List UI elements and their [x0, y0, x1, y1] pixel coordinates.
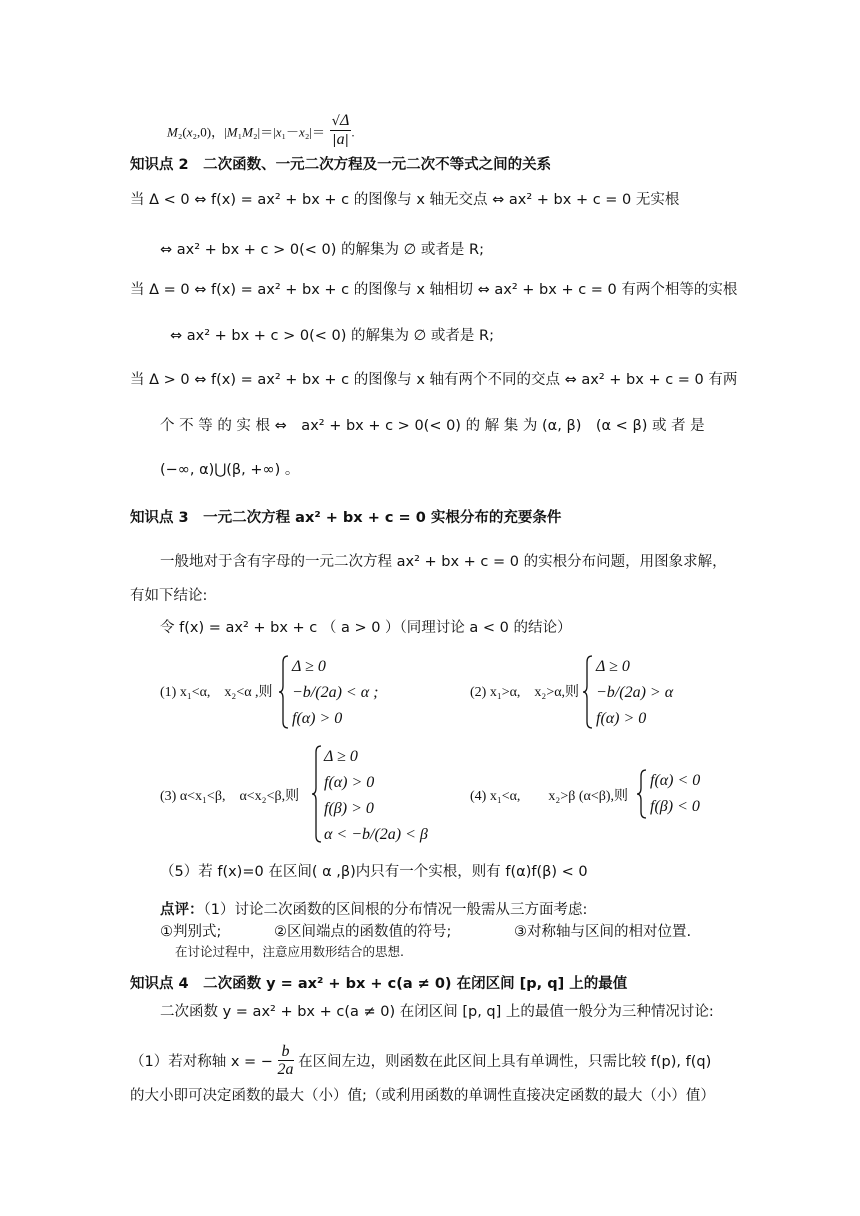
comment-item-3: ③对称轴与区间的相对位置. — [514, 924, 692, 940]
case-1-label: (1) x₁<α, x₂<α ,则 — [160, 685, 273, 700]
case-3-label: (3) α<x₁<β, α<x₂<β,则 — [160, 789, 300, 804]
case-4-label: (4) x₁<α, x₂>β (α<β),则 — [470, 789, 629, 804]
case2-line-a: 当 Δ = 0 ⇔ f(x) = ax² + bx + c 的图像与 x 轴相切 ⇔ ax² + bx + c = 0 有两个相等的实根 — [130, 282, 738, 298]
case-3-brace — [311, 744, 323, 844]
comment-text: （1）讨论二次函数的区间根的分布情况一般需从三方面考虑: — [203, 902, 588, 918]
k3-paragraph-1: 一般地对于含有字母的一元二次方程 ax² + bx + c = 0 的实根分布问题，用图象求解， — [160, 554, 727, 570]
case-3-cond-3: f(β) > 0 — [324, 800, 374, 817]
heading-knowledge-2: 知识点 2 二次函数、一元二次方程及一元二次不等式之间的关系 — [130, 157, 552, 173]
case3-line-b: 个 不 等 的 实 根 ⇔ ax² + bx + c > 0(< 0) 的 解 集 为 (α, β) (α < β) 或 者 是 — [160, 418, 705, 434]
line-m1m2: M₂(x₂,0)，|M₁M₂|＝|x₁－x₂|＝ $\frac{√\Delta}{|a|}$ . — [167, 112, 355, 148]
case3-line-c: (−∞, α)⋃(β, +∞) 。 — [160, 462, 300, 478]
k4-p2-suffix: 在区间左边，则函数在此区间上具有单调性，只需比较 f(p), f(q) — [298, 1054, 712, 1070]
case-1-system — [292, 654, 378, 732]
k4-paragraph-2 — [130, 1042, 711, 1082]
case-4-cond-2: f(β) < 0 — [650, 798, 700, 815]
comment-line — [160, 900, 587, 920]
case2-line-b: ⇔ ax² + bx + c > 0(< 0) 的解集为 ∅ 或者是 R; — [170, 328, 494, 344]
comment-item-2: ②区间端点的函数值的符号; — [274, 924, 452, 940]
k3-paragraph-2: 有如下结论: — [130, 588, 208, 604]
heading-knowledge-3: 知识点 3 一元二次方程 ax² + bx + c = 0 实根分布的充要条件 — [130, 510, 562, 526]
k4-paragraph-3: 的大小即可决定函数的最大（小）值;（或利用函数的单调性直接决定函数的最大（小）值） — [130, 1088, 715, 1104]
k4-paragraph-1: 二次函数 y = ax² + bx + c(a ≠ 0) 在闭区间 [p, q] 上的最值一般分为三种情况讨论: — [160, 1004, 714, 1020]
case-3-system — [324, 744, 428, 848]
case-5-statement: （5）若 f(x)=0 在区间( α ,β)内只有一个实根，则有 f(α)f(β) < 0 — [160, 864, 588, 880]
case-4-brace — [636, 768, 648, 820]
case-2-brace — [582, 654, 594, 730]
case-1-cond-2: −b/(2a) < α ; — [292, 684, 379, 701]
comment-label: 点评： — [160, 902, 204, 918]
heading-knowledge-4: 知识点 4 二次函数 y = ax² + bx + c(a ≠ 0) 在闭区间 [p, q] 上的最值 — [130, 976, 628, 992]
k4-p2-prefix: （1）若对称轴 x = − — [130, 1054, 273, 1070]
case-2-cond-3: f(α) > 0 — [596, 710, 647, 727]
case-1-cond-3: f(α) > 0 — [292, 710, 343, 727]
case-2-system — [596, 654, 673, 732]
case-1-brace — [278, 654, 290, 730]
k3-let-statement: 令 f(x) = ax² + bx + c （ a > 0 ）（同理讨论 a < 0 的结论） — [160, 620, 572, 636]
case-3-cond-1: Δ ≥ 0 — [324, 748, 358, 765]
case-2-cond-1: Δ ≥ 0 — [596, 658, 630, 675]
case1-line-b: ⇔ ax² + bx + c > 0(< 0) 的解集为 ∅ 或者是 R; — [160, 242, 484, 258]
case3-line-a: 当 Δ > 0 ⇔ f(x) = ax² + bx + c 的图像与 x 轴有两个不同的交点 ⇔ ax² + bx + c = 0 有两 — [130, 372, 738, 388]
case1-line-a: 当 Δ < 0 ⇔ f(x) = ax² + bx + c 的图像与 x 轴无交点 ⇔ ax² + bx + c = 0 无实根 — [130, 192, 680, 208]
axis-fraction-numerator: b — [278, 1043, 294, 1061]
comment-note: 在讨论过程中，注意应用数形结合的思想. — [175, 944, 404, 959]
axis-fraction — [278, 1043, 294, 1078]
case-4-system — [650, 768, 700, 820]
case-3-cond-2: f(α) > 0 — [324, 774, 375, 791]
case-4-cond-1: f(α) < 0 — [650, 772, 701, 789]
case-2-cond-2: −b/(2a) > α — [596, 684, 674, 701]
axis-fraction-denominator: 2a — [277, 1060, 294, 1078]
case-3-cond-4: α < −b/(2a) < β — [324, 826, 428, 843]
case-1-cond-1: Δ ≥ 0 — [292, 658, 326, 675]
case-2-label: (2) x₁>α, x₂>α,则 — [470, 685, 580, 700]
comment-item-1: ①判别式; — [160, 924, 222, 940]
